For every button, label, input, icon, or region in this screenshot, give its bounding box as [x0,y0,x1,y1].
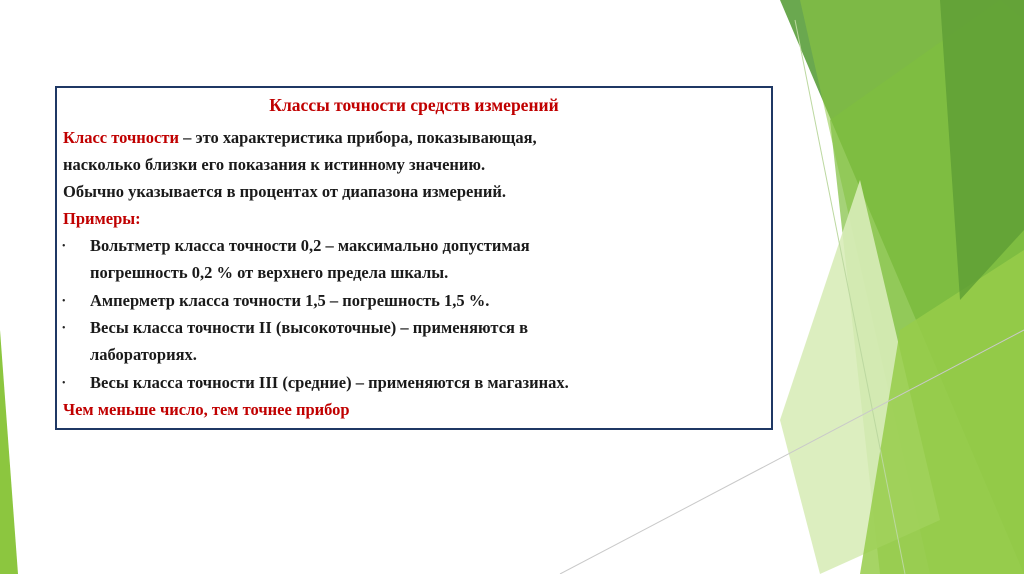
bullet-icon: • [62,323,66,334]
example-2-line-1: Амперметр класса точности 1,5 – погрешность 1,5 %. [90,291,490,310]
slide-title: Классы точности средств измерений [269,95,559,115]
example-1-line-2: погрешность 0,2 % от верхнего предела шкалы. [90,263,449,282]
bullet-icon: • [62,241,66,252]
conclusion: Чем меньше число, тем точнее прибор [63,400,350,419]
example-3-line-2: лабораториях. [90,345,197,364]
definition-line-3: Обычно указывается в процентах от диапазона измерений. [63,182,507,201]
definition-rest: – это характеристика прибора, показывающая, [178,128,537,147]
bullet-icon: • [62,378,66,389]
example-1-line-1: Вольтметр класса точности 0,2 – максимально допустимая [90,236,530,255]
definition-line-1 [63,128,537,148]
green-left-sliver [0,330,18,574]
example-3-line-1: Весы класса точности II (высокоточные) – применяются в [90,318,528,337]
bullet-icon: • [62,296,66,307]
definition-line-2: насколько близки его показания к истинному значению. [63,155,486,174]
definition-term: Класс точности [63,128,179,147]
example-4-line-1: Весы класса точности III (средние) – применяются в магазинах. [90,373,569,392]
examples-heading: Примеры: [63,209,141,228]
